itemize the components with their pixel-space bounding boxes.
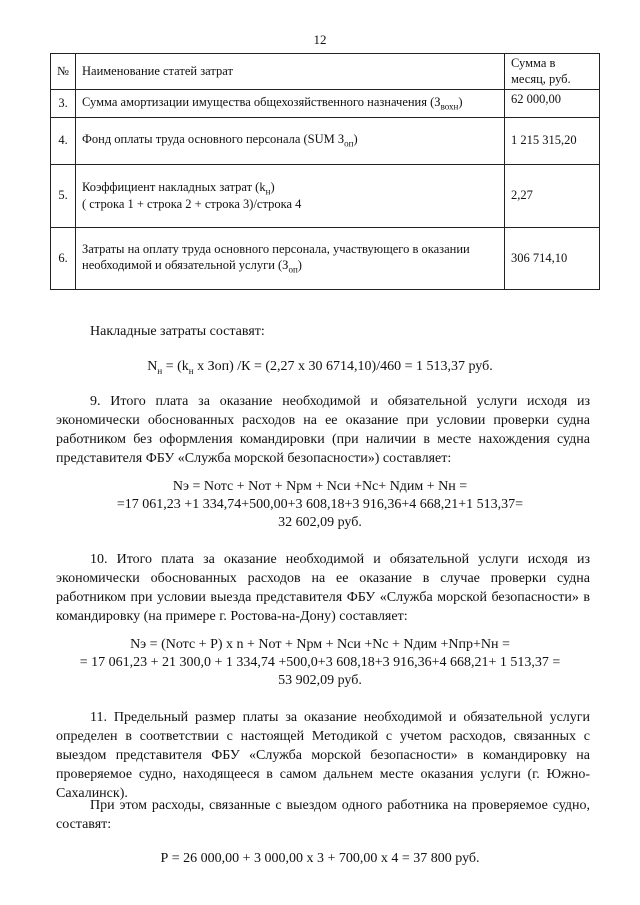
table-row <box>51 228 600 290</box>
travel-formula: Р = 26 000,00 + 3 000,00 х 3 + 700,00 х 4 = 37 800 руб. <box>160 851 480 866</box>
table-row <box>51 118 600 165</box>
table-header-row <box>51 54 600 90</box>
row-num: 5. <box>51 165 76 228</box>
item-11-paragraph: 11. Предельный размер платы за оказание необходимой и обязательной услуги определен в соответствии с настоящей Методикой с учетом расходов, связанных с выездом представителя ФБУ «Служба морской безопасности» в командировку на проверяемое судно, находящееся в самом дальнем месте оказания услуги (г. Южно-Сахалинск). <box>56 710 590 801</box>
cost-table <box>50 53 600 290</box>
item-11-travel-paragraph: При этом расходы, связанные с выездом одного работника на проверяемое судно, составят: <box>56 798 590 832</box>
item-9-paragraph: 9. Итого плата за оказание необходимой и обязательной услуги исходя из экономически обоснованных расходов на ее оказание при условии проверки судна работником без оформления командировки (при наличии в месте нахождения судна представителя ФБУ «Служба морской безопасности») составляет: <box>56 394 590 466</box>
item-10-formula: Nэ = (Nотс + Р) х n + Nот + Nрм + Nси +Nc + Nдим +Nпр+Nн = = 17 061,23 + 21 300,0 + 1 334,74 +500,0+3 608,18+3 916,36+4 668,21+ 1 513,37 = 53 902,09 руб. <box>79 637 561 688</box>
row-num: 3. <box>51 90 76 118</box>
table-row <box>51 165 600 228</box>
page-number: 12 <box>313 32 327 47</box>
header-num: № <box>51 54 76 90</box>
row-name: Сумма амортизации имущества общехозяйственного назначения $(З_{вохн})$ <box>76 90 505 118</box>
item-10-paragraph: 10. Итого плата за оказание необходимой и обязательной услуги исходя из экономически обоснованных расходов на ее оказание в случае проверки судна работником при условии выезда представителя ФБУ «Служба морской безопасности» в командировку (на примере г. Ростова-на-Дону) составляет: <box>56 552 590 624</box>
item-9-formula: Nэ = Nотс + Nот + Nрм + Nси +Nc+ Nдим + Nн = =17 061,23 +1 334,74+500,00+3 608,18+3 916,36+4 668,21+1 513,37= 32 602,09 руб. <box>116 479 524 530</box>
row-amount: 62 000,00 <box>505 90 600 118</box>
row-name: Коэффициент накладных затрат $(k_н)$ ( строка 1 + строка 2 + строка 3)/строка 4 <box>76 165 505 228</box>
row-num: 4. <box>51 118 76 165</box>
header-name: Наименование статей затрат <box>76 54 505 90</box>
row-amount: 2,27 <box>505 165 600 228</box>
row-amount: 306 714,10 <box>505 228 600 290</box>
row-num: 6. <box>51 228 76 290</box>
table-row <box>51 90 600 118</box>
overhead-formula: $N_н = (k_н$ х Зоп) /К = (2,27 х 30 6714,10)/460 = 1 513,37 руб. <box>147 359 493 376</box>
row-name: Фонд оплаты труда основного персонала (SUM $З_{оп}$) <box>76 118 505 165</box>
overhead-intro: Накладные затраты составят: <box>90 324 265 339</box>
header-amount: Сумма в месяц, руб. <box>505 54 600 90</box>
row-name: Затраты на оплату труда основного персонала, участвующего в оказании необходимой и обязательной услуги $(З_{оп})$ <box>76 228 505 290</box>
row-amount: 1 215 315,20 <box>505 118 600 165</box>
